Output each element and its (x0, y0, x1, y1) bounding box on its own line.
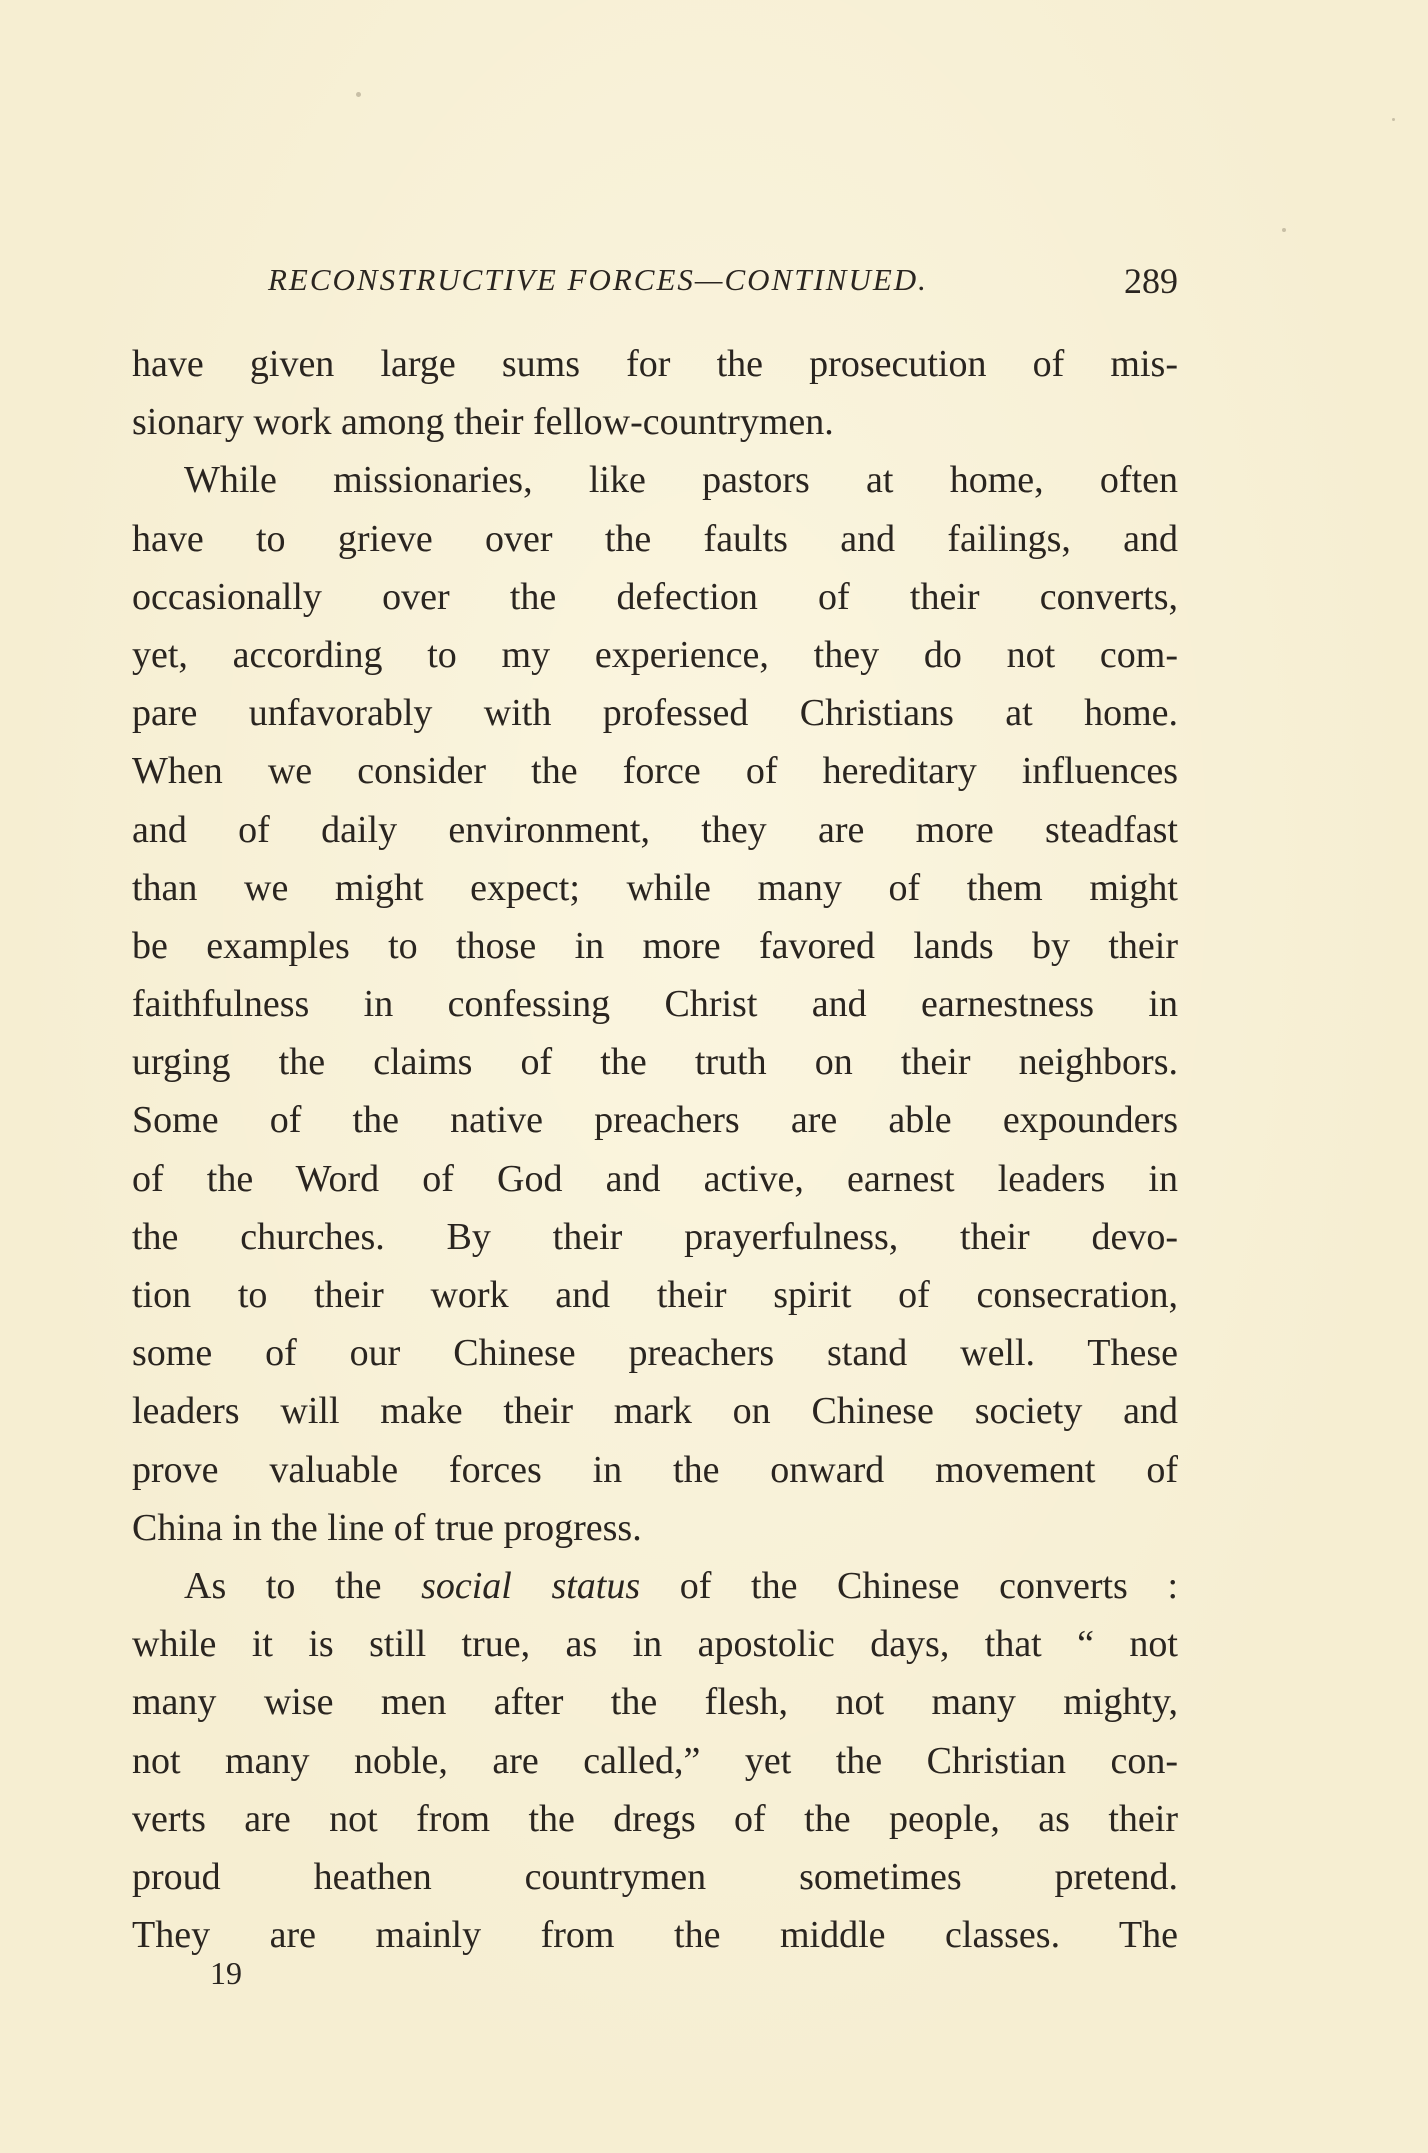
text-line: proud heathen countrymen sometimes pretend. (132, 1855, 1178, 1898)
text-line: They are mainly from the middle classes. The (132, 1914, 1178, 1957)
social-status-lead: As to the (184, 1564, 422, 1607)
text-line: China in the line of true progress. (132, 1506, 642, 1549)
text-line: leaders will make their mark on Chinese society and (132, 1390, 1178, 1433)
text-line: some of our Chinese preachers stand well. These (132, 1332, 1178, 1375)
text-line: verts are not from the dregs of the people, as their (132, 1797, 1178, 1840)
signature-mark: 19 (210, 1955, 242, 1991)
text-line: urging the claims of the truth on their neighbors. (132, 1041, 1178, 1084)
text-line: not many noble, are called,” yet the Christian con- (132, 1739, 1178, 1782)
running-head-title: RECONSTRUCTIVE FORCES—CONTINUED. (268, 262, 928, 297)
text-line: and of daily environment, they are more steadfast (132, 808, 1178, 851)
text-line: yet, according to my experience, they do not com- (132, 633, 1178, 676)
text-line-social-status (132, 1557, 1178, 1615)
text-line: the churches. By their prayerfulness, their devo- (132, 1215, 1178, 1258)
text-line: of the Word of God and active, earnest leaders in (132, 1157, 1178, 1200)
paper-speck (356, 92, 361, 97)
body-text (132, 335, 1178, 1964)
running-head (132, 262, 1178, 306)
paper-speck (1392, 118, 1395, 121)
social-status-emphasis: social status (421, 1564, 641, 1607)
text-line: prove valuable forces in the onward movement of (132, 1448, 1178, 1491)
text-line: have to grieve over the faults and failings, and (132, 517, 1178, 560)
text-line: many wise men after the flesh, not many mighty, (132, 1681, 1178, 1724)
text-line: be examples to those in more favored lands by their (132, 924, 1178, 967)
text-line: while it is still true, as in apostolic days, that “ not (132, 1623, 1178, 1666)
text-line: occasionally over the defection of their converts, (132, 575, 1178, 618)
text-line: have given large sums for the prosecution of mis- (132, 343, 1178, 385)
text-line: faithfulness in confessing Christ and earnestness in (132, 983, 1178, 1026)
text-line: than we might expect; while many of them might (132, 866, 1178, 909)
text-line: While missionaries, like pastors at home, often (184, 459, 1178, 502)
text-line: Some of the native preachers are able expounders (132, 1099, 1178, 1142)
paper-speck (1282, 228, 1286, 232)
text-line: pare unfavorably with professed Christians at home. (132, 692, 1178, 735)
page-number: 289 (1124, 261, 1178, 301)
text-line: sionary work among their fellow-countrymen. (132, 401, 834, 444)
text-line: When we consider the force of hereditary influences (132, 750, 1178, 793)
text-line: tion to their work and their spirit of consecration, (132, 1274, 1178, 1316)
social-status-tail: of the Chinese converts : (640, 1564, 1178, 1607)
